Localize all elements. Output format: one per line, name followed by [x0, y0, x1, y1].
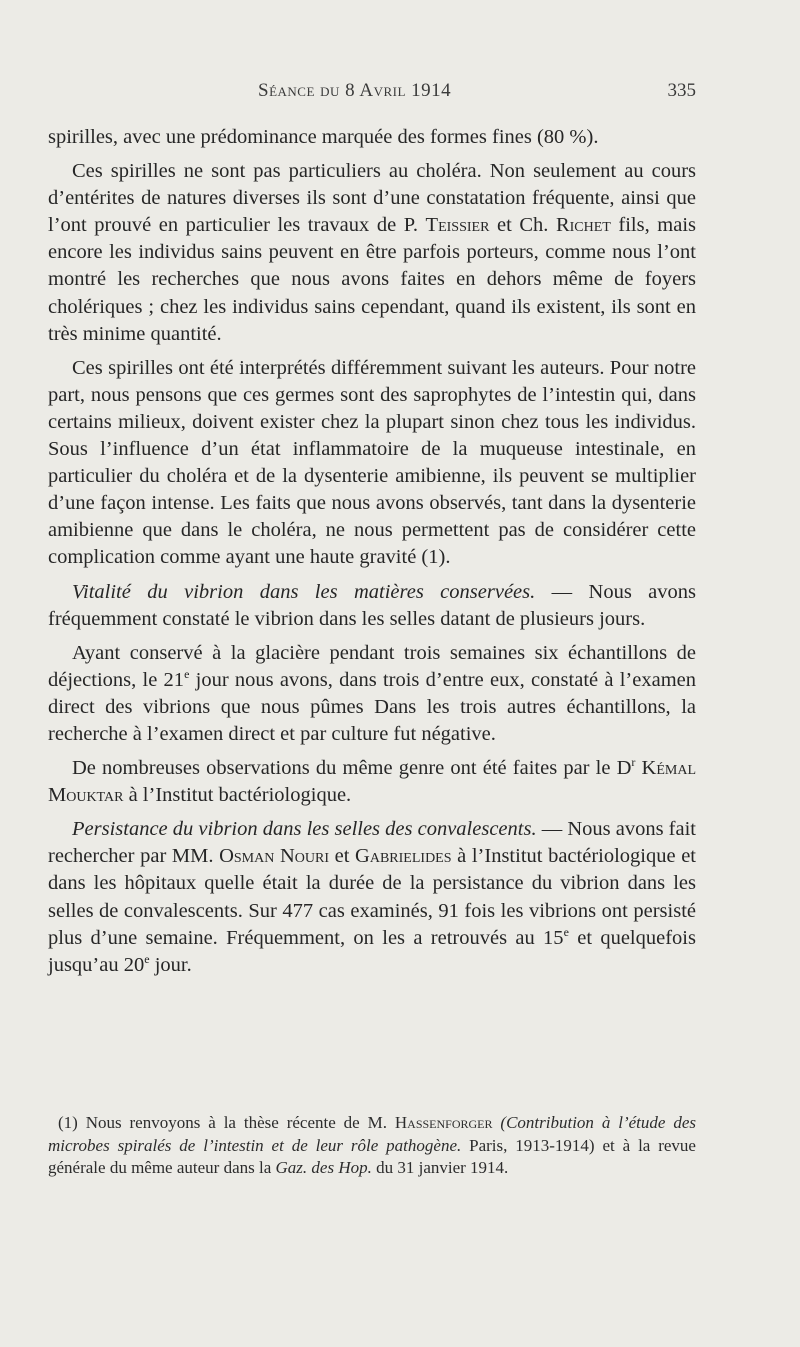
body-text — [48, 124, 696, 986]
paragraph — [48, 816, 696, 979]
author-name: Gabrielides — [355, 845, 452, 868]
running-header — [48, 80, 696, 110]
paragraph-text: — Nous avons fait rechercher par MM. — [48, 818, 697, 868]
footnote-part: Paris, 1913-1914) et à la revue générale du même auteur dans la — [48, 1135, 696, 1177]
paragraph — [48, 158, 696, 348]
paragraph-text: Ayant conservé à la glacière pendant trois semaines six échantillons de déjections, le 21 — [48, 641, 696, 691]
paragraph — [48, 355, 696, 572]
superscript: e — [563, 924, 569, 939]
author-name: Teissier — [425, 214, 490, 237]
paragraph-text: jour nous avons, dans trois d’entre eux, constaté à l’examen direct des vibrions que nous pûmes Dans les trois autres échantillons, la recherche à l’examen direct et par culture fut négative. — [48, 668, 697, 745]
paragraph-text: spirilles, avec une prédominance marquée des formes fines (80 %). — [48, 126, 599, 148]
footnote-part: du 31 janvier 1914. — [371, 1158, 509, 1177]
paragraph — [48, 640, 696, 748]
paragraph-text: et quelquefois jusqu’au 20 — [48, 926, 696, 976]
superscript: r — [631, 755, 636, 770]
paragraph — [48, 755, 696, 809]
author-name: Osman Nouri — [219, 845, 329, 868]
author-name: Richet — [555, 214, 611, 237]
superscript: e — [184, 666, 190, 681]
footnote — [48, 1112, 696, 1180]
paragraph-text: Ces spirilles ont été interprétés différemment suivant les auteurs. Pour notre part, nous pensons que ces germes sont des saprophytes de l’intestin qui, dans certains milieux, doivent exister chez la plupart sinon chez tous les individus. Sous l’influence d’un état inflammatoire de la muqueuse intestinale, en particulier du choléra et de la dysenterie amibienne, ils peuvent se multiplier d’une façon intense. Les faits que nous avons observés, tant dans la dysenterie amibienne que dans le choléra, ne nous permettent pas de considérer cette complication comme ayant une haute gravité (1). — [48, 356, 696, 569]
paragraph-text: jour. — [149, 953, 192, 976]
paragraph — [48, 579, 696, 633]
page-number: 335 — [667, 80, 696, 101]
paragraph-text: Ces spirilles ne sont pas particuliers au choléra. Non seulement au cours d’entérites de natures diverses ils sont d’une constatation fréquente, ainsi que l’ont prouvé en particulier les travaux de P. — [48, 160, 696, 237]
paragraph-text: De nombreuses observations du même genre ont été faites par le D — [72, 757, 632, 780]
paragraph-text: — Nous avons fréquemment constaté le vibrion dans les selles datant de plusieurs jours. — [48, 580, 697, 630]
section-heading: Vitalité du vibrion dans les matières conservées. — [72, 580, 536, 603]
paragraph-text: et — [329, 845, 356, 868]
superscript: e — [144, 951, 150, 966]
footnote-text — [48, 1112, 696, 1180]
cited-journal: Gaz. des Hop. — [275, 1158, 372, 1177]
cited-title: (Contribution à l’étude des microbes spiralés de l’intestin et de leur rôle pathogène. — [48, 1113, 696, 1155]
running-title: Séance du 8 Avril 1914 — [258, 80, 452, 101]
paragraph-text: à l’Institut bactériologique et dans les hôpitaux quelle était la durée de la persistance du vibrion dans les selles de convalescents. Sur 477 cas examinés, 91 fois les vibrions ont persisté plus d’une semaine. Fréquemment, on les a retrouvés au 15 — [48, 845, 696, 949]
footnote-part: (1) Nous renvoyons à la thèse récente de M. — [58, 1113, 395, 1132]
author-name: Kémal Mouktar — [48, 757, 697, 807]
section-heading: Persistance du vibrion dans les selles des convalescents. — [72, 818, 537, 841]
paragraph-text: fils, mais encore les individus sains peuvent en être parfois porteurs, comme nous l’ont montré les recherches que nous avons faites en dehors même de foyers cholériques ; chez les individus sains cependant, quand ils existent, ils sont en très minime quantité. — [48, 214, 696, 345]
paragraph-text: et Ch. — [489, 214, 556, 237]
author-name: Hassenforger — [394, 1113, 493, 1132]
paragraph — [48, 124, 696, 151]
paragraph-text: à l’Institut bactériologique. — [123, 784, 352, 807]
